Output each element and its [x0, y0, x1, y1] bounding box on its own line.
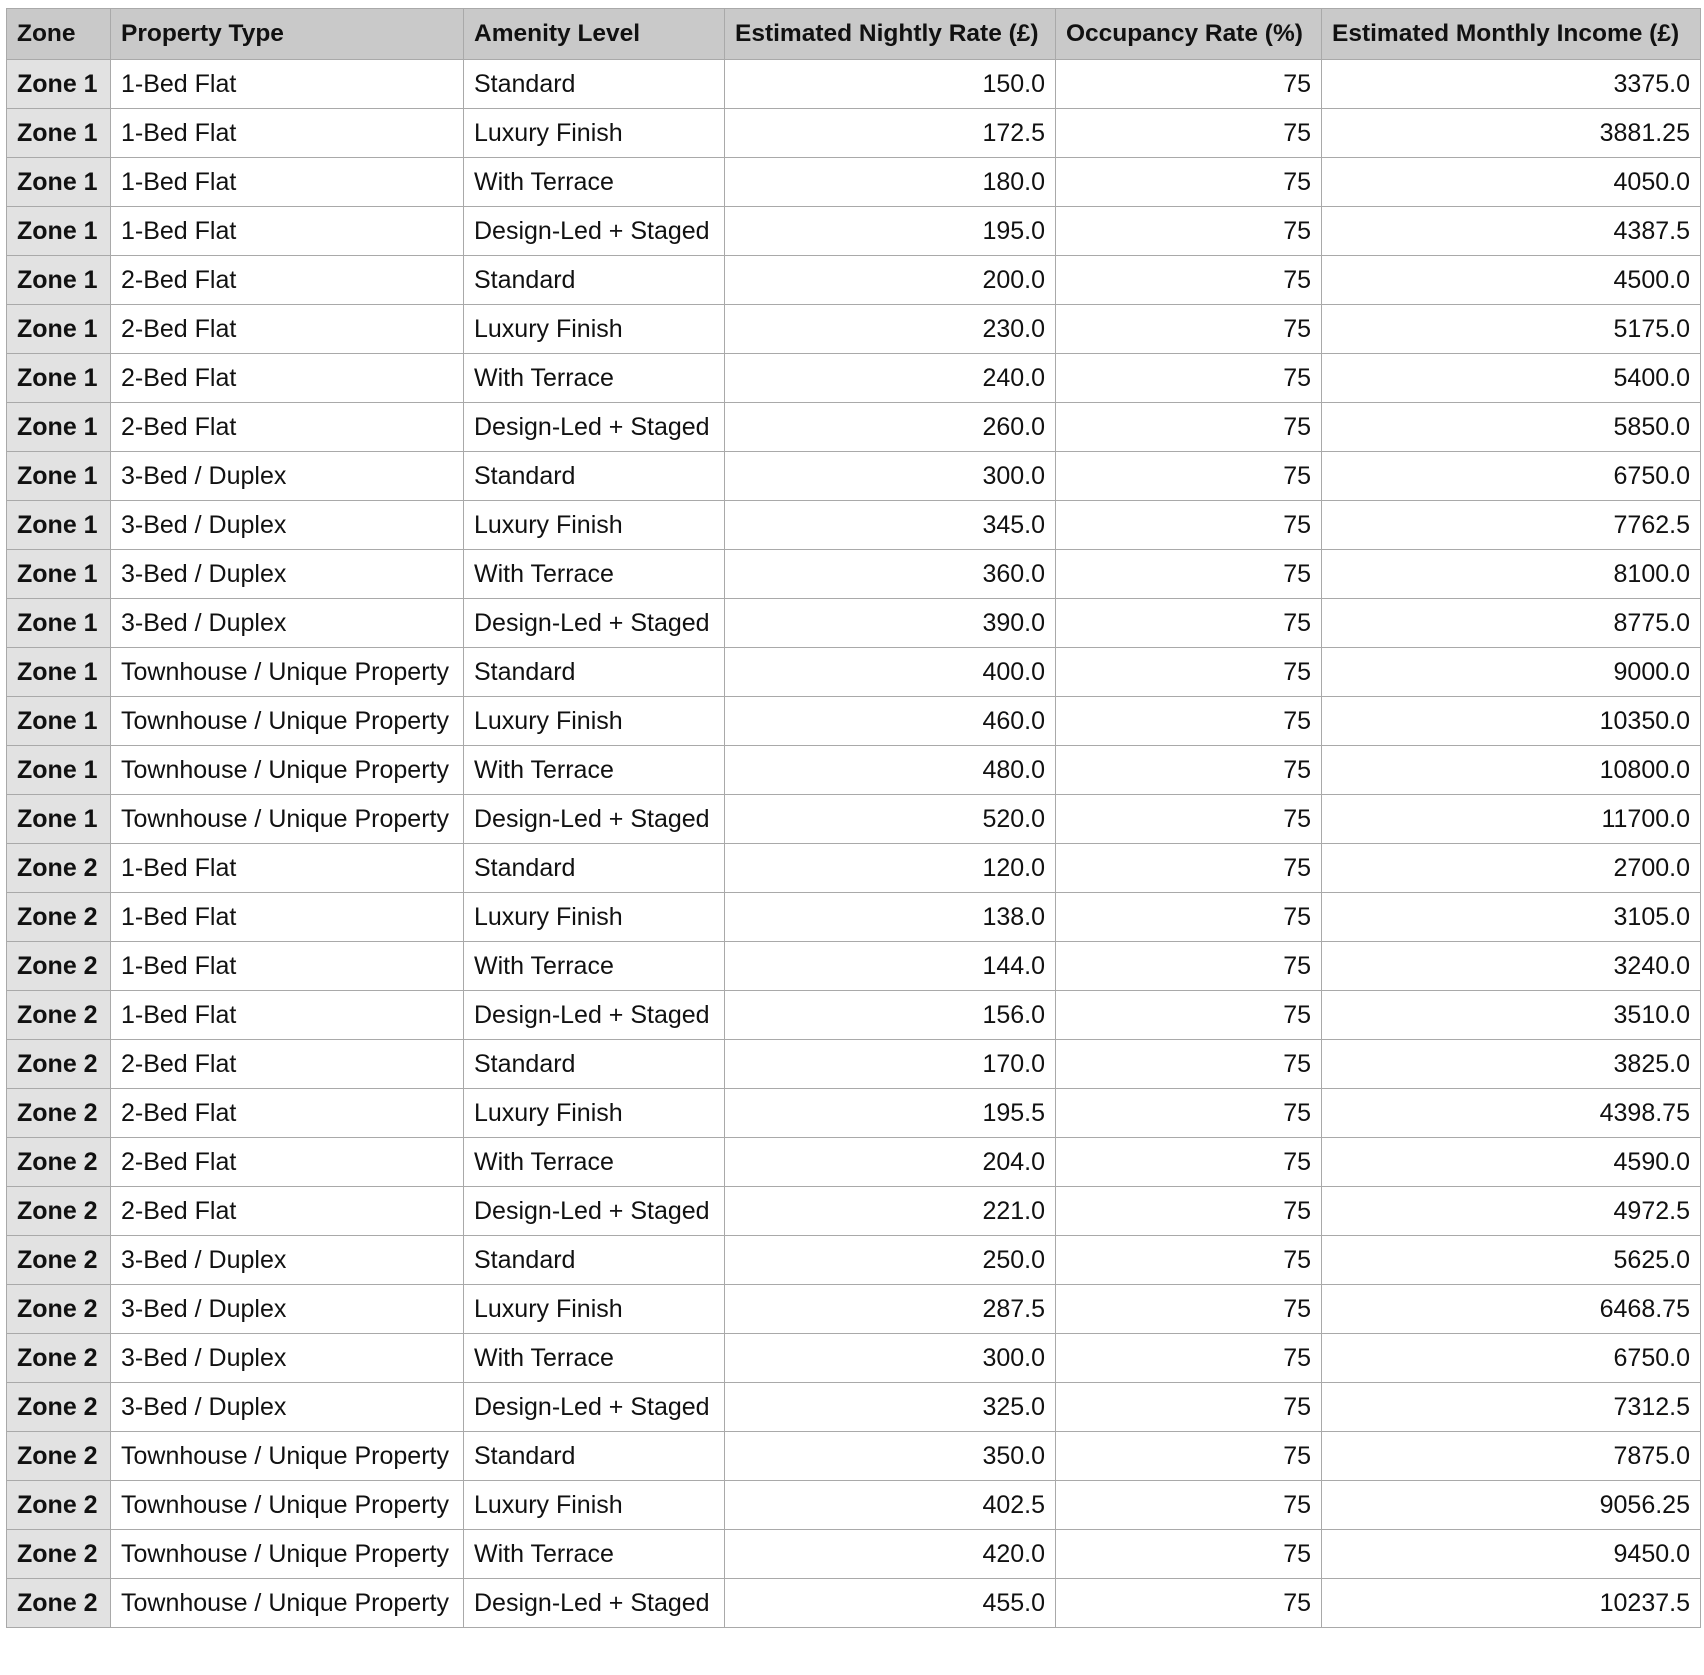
cell-monthly-income: 3240.0 [1322, 942, 1701, 991]
table-row [7, 1579, 1701, 1628]
cell-occupancy-rate: 75 [1056, 403, 1322, 452]
cell-zone: Zone 1 [7, 60, 111, 109]
cell-amenity-level: Luxury Finish [464, 697, 725, 746]
cell-property-type: 2-Bed Flat [111, 256, 464, 305]
cell-zone: Zone 2 [7, 1040, 111, 1089]
cell-nightly-rate: 180.0 [725, 158, 1056, 207]
cell-occupancy-rate: 75 [1056, 256, 1322, 305]
cell-amenity-level: With Terrace [464, 354, 725, 403]
cell-occupancy-rate: 75 [1056, 1285, 1322, 1334]
cell-nightly-rate: 195.5 [725, 1089, 1056, 1138]
cell-monthly-income: 5850.0 [1322, 403, 1701, 452]
cell-property-type: 1-Bed Flat [111, 207, 464, 256]
table-row [7, 158, 1701, 207]
cell-nightly-rate: 325.0 [725, 1383, 1056, 1432]
table-row [7, 1383, 1701, 1432]
cell-monthly-income: 7875.0 [1322, 1432, 1701, 1481]
cell-nightly-rate: 480.0 [725, 746, 1056, 795]
cell-monthly-income: 2700.0 [1322, 844, 1701, 893]
cell-nightly-rate: 200.0 [725, 256, 1056, 305]
cell-zone: Zone 1 [7, 109, 111, 158]
cell-amenity-level: Standard [464, 844, 725, 893]
cell-occupancy-rate: 75 [1056, 1579, 1322, 1628]
header-zone: Zone [7, 9, 111, 60]
cell-nightly-rate: 195.0 [725, 207, 1056, 256]
cell-occupancy-rate: 75 [1056, 893, 1322, 942]
cell-occupancy-rate: 75 [1056, 795, 1322, 844]
table-row [7, 942, 1701, 991]
table-row [7, 697, 1701, 746]
cell-nightly-rate: 172.5 [725, 109, 1056, 158]
cell-monthly-income: 3510.0 [1322, 991, 1701, 1040]
cell-property-type: 1-Bed Flat [111, 991, 464, 1040]
cell-occupancy-rate: 75 [1056, 1481, 1322, 1530]
cell-amenity-level: With Terrace [464, 1530, 725, 1579]
cell-amenity-level: Luxury Finish [464, 893, 725, 942]
cell-zone: Zone 1 [7, 403, 111, 452]
table-row [7, 991, 1701, 1040]
cell-property-type: 3-Bed / Duplex [111, 452, 464, 501]
cell-occupancy-rate: 75 [1056, 158, 1322, 207]
table-row [7, 648, 1701, 697]
cell-amenity-level: Design-Led + Staged [464, 991, 725, 1040]
cell-amenity-level: Design-Led + Staged [464, 1187, 725, 1236]
cell-occupancy-rate: 75 [1056, 60, 1322, 109]
table-row [7, 501, 1701, 550]
cell-zone: Zone 1 [7, 354, 111, 403]
income-table-container [6, 8, 1701, 1628]
cell-zone: Zone 2 [7, 1383, 111, 1432]
cell-monthly-income: 10237.5 [1322, 1579, 1701, 1628]
cell-zone: Zone 1 [7, 648, 111, 697]
cell-zone: Zone 1 [7, 207, 111, 256]
table-row [7, 1187, 1701, 1236]
cell-occupancy-rate: 75 [1056, 1089, 1322, 1138]
cell-monthly-income: 10350.0 [1322, 697, 1701, 746]
cell-occupancy-rate: 75 [1056, 697, 1322, 746]
income-table [6, 8, 1701, 1628]
cell-zone: Zone 2 [7, 1089, 111, 1138]
cell-amenity-level: Luxury Finish [464, 109, 725, 158]
cell-nightly-rate: 250.0 [725, 1236, 1056, 1285]
cell-property-type: 2-Bed Flat [111, 354, 464, 403]
cell-amenity-level: Luxury Finish [464, 1089, 725, 1138]
cell-occupancy-rate: 75 [1056, 942, 1322, 991]
cell-nightly-rate: 402.5 [725, 1481, 1056, 1530]
table-body [7, 60, 1701, 1628]
cell-property-type: Townhouse / Unique Property [111, 1432, 464, 1481]
cell-nightly-rate: 455.0 [725, 1579, 1056, 1628]
table-row [7, 1138, 1701, 1187]
table-header [7, 9, 1701, 60]
cell-property-type: 2-Bed Flat [111, 1089, 464, 1138]
table-row [7, 1334, 1701, 1383]
cell-nightly-rate: 170.0 [725, 1040, 1056, 1089]
cell-nightly-rate: 204.0 [725, 1138, 1056, 1187]
cell-property-type: 3-Bed / Duplex [111, 599, 464, 648]
cell-amenity-level: Standard [464, 1236, 725, 1285]
header-nightly-rate: Estimated Nightly Rate (£) [725, 9, 1056, 60]
cell-amenity-level: Design-Led + Staged [464, 1383, 725, 1432]
cell-zone: Zone 2 [7, 1187, 111, 1236]
table-row [7, 256, 1701, 305]
cell-amenity-level: Luxury Finish [464, 305, 725, 354]
cell-property-type: Townhouse / Unique Property [111, 1530, 464, 1579]
cell-nightly-rate: 300.0 [725, 1334, 1056, 1383]
cell-occupancy-rate: 75 [1056, 207, 1322, 256]
cell-monthly-income: 3825.0 [1322, 1040, 1701, 1089]
cell-occupancy-rate: 75 [1056, 305, 1322, 354]
cell-nightly-rate: 287.5 [725, 1285, 1056, 1334]
cell-amenity-level: With Terrace [464, 550, 725, 599]
cell-occupancy-rate: 75 [1056, 1040, 1322, 1089]
cell-property-type: 3-Bed / Duplex [111, 550, 464, 599]
cell-zone: Zone 1 [7, 305, 111, 354]
cell-occupancy-rate: 75 [1056, 1530, 1322, 1579]
cell-amenity-level: Design-Led + Staged [464, 599, 725, 648]
cell-monthly-income: 4590.0 [1322, 1138, 1701, 1187]
cell-amenity-level: Design-Led + Staged [464, 795, 725, 844]
cell-amenity-level: Standard [464, 1040, 725, 1089]
cell-amenity-level: With Terrace [464, 942, 725, 991]
cell-amenity-level: Luxury Finish [464, 1285, 725, 1334]
cell-occupancy-rate: 75 [1056, 1334, 1322, 1383]
cell-nightly-rate: 230.0 [725, 305, 1056, 354]
table-row [7, 305, 1701, 354]
cell-nightly-rate: 520.0 [725, 795, 1056, 844]
cell-occupancy-rate: 75 [1056, 599, 1322, 648]
table-row [7, 746, 1701, 795]
cell-nightly-rate: 345.0 [725, 501, 1056, 550]
table-row [7, 1432, 1701, 1481]
cell-zone: Zone 1 [7, 501, 111, 550]
cell-zone: Zone 2 [7, 1285, 111, 1334]
cell-property-type: Townhouse / Unique Property [111, 697, 464, 746]
cell-occupancy-rate: 75 [1056, 1138, 1322, 1187]
cell-occupancy-rate: 75 [1056, 1187, 1322, 1236]
cell-monthly-income: 9000.0 [1322, 648, 1701, 697]
table-row [7, 599, 1701, 648]
cell-monthly-income: 4387.5 [1322, 207, 1701, 256]
cell-monthly-income: 5400.0 [1322, 354, 1701, 403]
table-row [7, 1481, 1701, 1530]
cell-occupancy-rate: 75 [1056, 452, 1322, 501]
cell-monthly-income: 7762.5 [1322, 501, 1701, 550]
cell-nightly-rate: 360.0 [725, 550, 1056, 599]
cell-monthly-income: 3105.0 [1322, 893, 1701, 942]
cell-property-type: Townhouse / Unique Property [111, 746, 464, 795]
cell-occupancy-rate: 75 [1056, 648, 1322, 697]
cell-zone: Zone 2 [7, 844, 111, 893]
cell-amenity-level: Standard [464, 648, 725, 697]
cell-occupancy-rate: 75 [1056, 501, 1322, 550]
table-row [7, 60, 1701, 109]
cell-property-type: 1-Bed Flat [111, 942, 464, 991]
cell-monthly-income: 4500.0 [1322, 256, 1701, 305]
cell-nightly-rate: 420.0 [725, 1530, 1056, 1579]
cell-amenity-level: Design-Led + Staged [464, 403, 725, 452]
table-row [7, 550, 1701, 599]
cell-property-type: 3-Bed / Duplex [111, 1285, 464, 1334]
table-row [7, 403, 1701, 452]
cell-monthly-income: 10800.0 [1322, 746, 1701, 795]
cell-nightly-rate: 156.0 [725, 991, 1056, 1040]
table-row [7, 844, 1701, 893]
cell-occupancy-rate: 75 [1056, 550, 1322, 599]
table-row [7, 109, 1701, 158]
cell-zone: Zone 1 [7, 746, 111, 795]
cell-property-type: Townhouse / Unique Property [111, 648, 464, 697]
header-occupancy-rate: Occupancy Rate (%) [1056, 9, 1322, 60]
cell-amenity-level: Luxury Finish [464, 501, 725, 550]
table-row [7, 795, 1701, 844]
cell-property-type: 2-Bed Flat [111, 1040, 464, 1089]
cell-nightly-rate: 221.0 [725, 1187, 1056, 1236]
table-row [7, 1089, 1701, 1138]
cell-property-type: 3-Bed / Duplex [111, 1334, 464, 1383]
cell-zone: Zone 2 [7, 991, 111, 1040]
cell-monthly-income: 5625.0 [1322, 1236, 1701, 1285]
cell-monthly-income: 6750.0 [1322, 452, 1701, 501]
cell-monthly-income: 8100.0 [1322, 550, 1701, 599]
cell-monthly-income: 4972.5 [1322, 1187, 1701, 1236]
cell-property-type: 2-Bed Flat [111, 1187, 464, 1236]
header-amenity-level: Amenity Level [464, 9, 725, 60]
table-row [7, 893, 1701, 942]
cell-monthly-income: 6468.75 [1322, 1285, 1701, 1334]
cell-zone: Zone 2 [7, 1579, 111, 1628]
cell-nightly-rate: 138.0 [725, 893, 1056, 942]
cell-property-type: 1-Bed Flat [111, 158, 464, 207]
cell-nightly-rate: 350.0 [725, 1432, 1056, 1481]
cell-property-type: 1-Bed Flat [111, 109, 464, 158]
cell-zone: Zone 1 [7, 795, 111, 844]
cell-property-type: 1-Bed Flat [111, 844, 464, 893]
table-row [7, 207, 1701, 256]
cell-occupancy-rate: 75 [1056, 991, 1322, 1040]
cell-property-type: 3-Bed / Duplex [111, 1236, 464, 1285]
table-row [7, 1530, 1701, 1579]
cell-zone: Zone 2 [7, 942, 111, 991]
cell-amenity-level: Standard [464, 60, 725, 109]
cell-property-type: Townhouse / Unique Property [111, 795, 464, 844]
header-property-type: Property Type [111, 9, 464, 60]
cell-amenity-level: Standard [464, 1432, 725, 1481]
cell-property-type: 1-Bed Flat [111, 893, 464, 942]
cell-amenity-level: Luxury Finish [464, 1481, 725, 1530]
cell-property-type: 3-Bed / Duplex [111, 501, 464, 550]
cell-property-type: Townhouse / Unique Property [111, 1579, 464, 1628]
table-row [7, 1040, 1701, 1089]
cell-monthly-income: 4050.0 [1322, 158, 1701, 207]
cell-nightly-rate: 240.0 [725, 354, 1056, 403]
cell-zone: Zone 2 [7, 1530, 111, 1579]
cell-monthly-income: 11700.0 [1322, 795, 1701, 844]
cell-property-type: 1-Bed Flat [111, 60, 464, 109]
cell-zone: Zone 1 [7, 599, 111, 648]
cell-occupancy-rate: 75 [1056, 1383, 1322, 1432]
cell-amenity-level: Standard [464, 256, 725, 305]
cell-occupancy-rate: 75 [1056, 844, 1322, 893]
table-row [7, 1236, 1701, 1285]
cell-zone: Zone 1 [7, 550, 111, 599]
cell-occupancy-rate: 75 [1056, 746, 1322, 795]
cell-occupancy-rate: 75 [1056, 1236, 1322, 1285]
cell-occupancy-rate: 75 [1056, 1432, 1322, 1481]
cell-nightly-rate: 460.0 [725, 697, 1056, 746]
cell-monthly-income: 6750.0 [1322, 1334, 1701, 1383]
header-monthly-income: Estimated Monthly Income (£) [1322, 9, 1701, 60]
cell-monthly-income: 3881.25 [1322, 109, 1701, 158]
cell-zone: Zone 1 [7, 158, 111, 207]
cell-property-type: 3-Bed / Duplex [111, 1383, 464, 1432]
cell-amenity-level: With Terrace [464, 1334, 725, 1383]
cell-zone: Zone 2 [7, 1432, 111, 1481]
cell-amenity-level: Standard [464, 452, 725, 501]
cell-nightly-rate: 144.0 [725, 942, 1056, 991]
table-row [7, 354, 1701, 403]
cell-amenity-level: With Terrace [464, 158, 725, 207]
cell-amenity-level: Design-Led + Staged [464, 1579, 725, 1628]
cell-nightly-rate: 390.0 [725, 599, 1056, 648]
header-row [7, 9, 1701, 60]
cell-nightly-rate: 150.0 [725, 60, 1056, 109]
cell-nightly-rate: 120.0 [725, 844, 1056, 893]
cell-zone: Zone 2 [7, 1138, 111, 1187]
cell-occupancy-rate: 75 [1056, 109, 1322, 158]
cell-property-type: 2-Bed Flat [111, 403, 464, 452]
cell-monthly-income: 9450.0 [1322, 1530, 1701, 1579]
cell-amenity-level: Design-Led + Staged [464, 207, 725, 256]
cell-nightly-rate: 400.0 [725, 648, 1056, 697]
cell-property-type: 2-Bed Flat [111, 1138, 464, 1187]
cell-zone: Zone 1 [7, 256, 111, 305]
cell-monthly-income: 7312.5 [1322, 1383, 1701, 1432]
cell-zone: Zone 1 [7, 452, 111, 501]
table-row [7, 452, 1701, 501]
table-row [7, 1285, 1701, 1334]
cell-property-type: 2-Bed Flat [111, 305, 464, 354]
cell-monthly-income: 3375.0 [1322, 60, 1701, 109]
cell-monthly-income: 8775.0 [1322, 599, 1701, 648]
cell-occupancy-rate: 75 [1056, 354, 1322, 403]
cell-amenity-level: With Terrace [464, 746, 725, 795]
cell-monthly-income: 5175.0 [1322, 305, 1701, 354]
cell-property-type: Townhouse / Unique Property [111, 1481, 464, 1530]
cell-nightly-rate: 300.0 [725, 452, 1056, 501]
cell-zone: Zone 2 [7, 1236, 111, 1285]
cell-zone: Zone 2 [7, 1481, 111, 1530]
cell-zone: Zone 2 [7, 893, 111, 942]
cell-zone: Zone 2 [7, 1334, 111, 1383]
cell-monthly-income: 9056.25 [1322, 1481, 1701, 1530]
cell-monthly-income: 4398.75 [1322, 1089, 1701, 1138]
cell-amenity-level: With Terrace [464, 1138, 725, 1187]
cell-zone: Zone 1 [7, 697, 111, 746]
cell-nightly-rate: 260.0 [725, 403, 1056, 452]
